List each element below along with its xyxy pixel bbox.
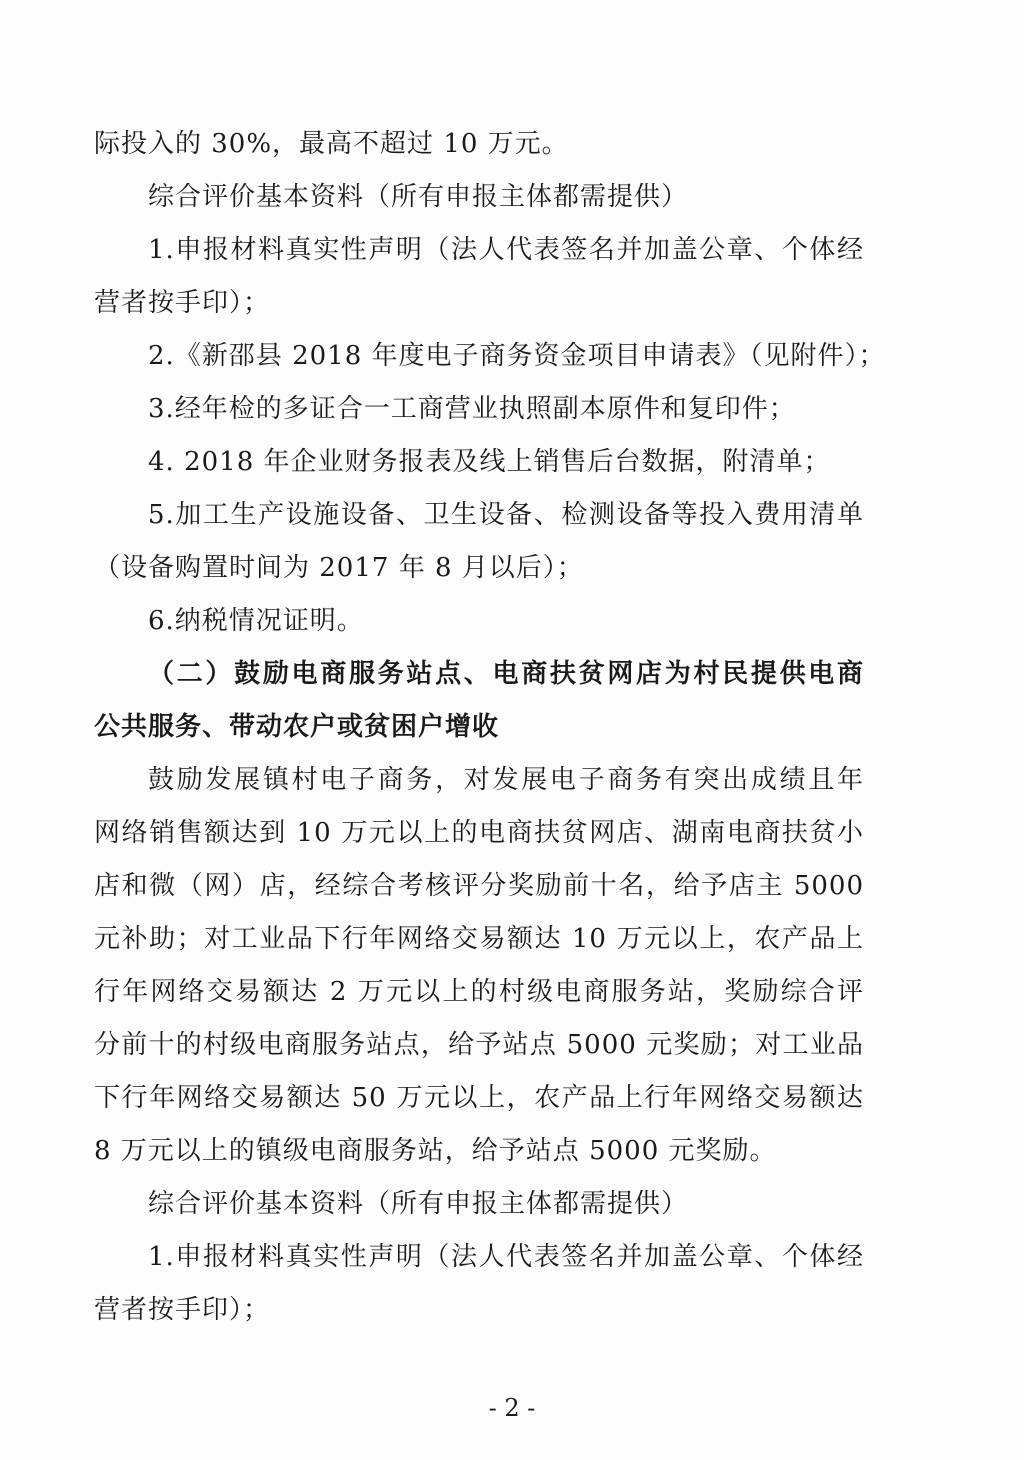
subsection-title: （二）鼓励电商服务站点、电商扶贫网店为村民提供电商 (148, 659, 864, 689)
subsection-title-continuation: 公共服务、带动农户或贫困户增收 (94, 712, 500, 742)
paragraph-line: 8 万元以上的镇级电商服务站，给予站点 5000 元奖励。 (94, 1136, 777, 1166)
page-number: - 2 - (488, 1394, 536, 1422)
list-item: 6.纳税情况证明。 (148, 606, 364, 636)
paragraph-line: 元补助；对工业品下行年网络交易额达 10 万元以上，农产品上 (94, 924, 864, 954)
paragraph-line: 下行年网络交易额达 50 万元以上，农产品上行年网络交易额达 (94, 1083, 864, 1113)
paragraph-line: 网络销售额达到 10 万元以上的电商扶贫网店、湖南电商扶贫小 (94, 818, 864, 848)
paragraph-line: 际投入的 30%，最高不超过 10 万元。 (94, 129, 569, 159)
section-heading: 综合评价基本资料（所有申报主体都需提供） (148, 1189, 689, 1219)
paragraph-line: 鼓励发展镇村电子商务，对发展电子商务有突出成绩且年 (148, 765, 864, 795)
list-item: 5.加工生产设施设备、卫生设备、检测设备等投入费用清单 (148, 500, 864, 530)
list-item: 1.申报材料真实性声明（法人代表签名并加盖公章、个体经 (148, 1242, 864, 1272)
section-heading: 综合评价基本资料（所有申报主体都需提供） (148, 182, 689, 212)
list-item: 3.经年检的多证合一工商营业执照副本原件和复印件； (148, 394, 796, 424)
list-item: 1.申报材料真实性声明（法人代表签名并加盖公章、个体经 (148, 235, 864, 265)
list-item-continuation: （设备购置时间为 2017 年 8 月以后）； (94, 553, 584, 583)
list-item: 4. 2018 年企业财务报表及线上销售后台数据，附清单； (148, 447, 831, 477)
list-item: 2.《新邵县 2018 年度电子商务资金项目申请表》（见附件）； (148, 341, 886, 371)
list-item-continuation: 营者按手印）； (94, 1295, 271, 1325)
paragraph-line: 店和微（网）店，经综合考核评分奖励前十名，给予店主 5000 (94, 871, 864, 901)
paragraph-line: 行年网络交易额达 2 万元以上的村级电商服务站，奖励综合评 (94, 977, 864, 1007)
paragraph-line: 分前十的村级电商服务站点，给予站点 5000 元奖励；对工业品 (94, 1030, 864, 1060)
list-item-continuation: 营者按手印）； (94, 288, 271, 318)
